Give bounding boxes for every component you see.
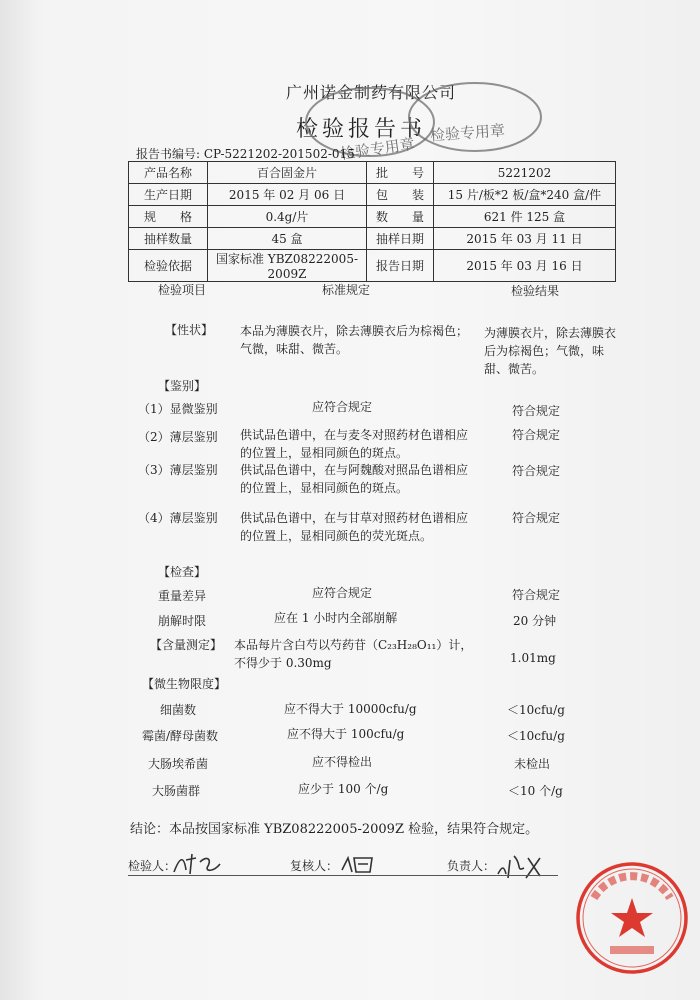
info-value: 45 盒: [208, 228, 367, 250]
identification-standard: 供试品色谱中，在与阿魏酸对照品色谱相应的位置上，显相同颜色的斑点。: [240, 463, 469, 495]
stamp-text-2: 检验专用章: [429, 121, 506, 145]
company-name: 广州诺金制药有限公司: [286, 83, 457, 102]
microbial-result: ＜10cfu/g: [507, 703, 565, 717]
info-label: 规 格: [129, 206, 208, 228]
identification-standard: 供试品色谱中，在与甘草对照药材色谱相应的位置上，显相同颜色的荧光斑点。: [240, 511, 469, 543]
microbial-result: ＜10cfu/g: [507, 729, 565, 743]
section-label-inspection: 【检查】: [158, 565, 207, 579]
identification-result: 符合规定: [512, 464, 561, 478]
column-header-item: 检验项目: [158, 283, 207, 297]
identification-item: （4）薄层鉴别: [138, 511, 218, 525]
info-value: 百合固金片: [208, 162, 367, 184]
section-label-appearance: 【性状】: [165, 323, 214, 337]
identification-result: 符合规定: [512, 428, 561, 442]
identification-item: （2）薄层鉴别: [138, 430, 218, 444]
info-value: 2015 年 02 月 06 日: [208, 184, 367, 206]
report-number-value: CP-5221202-201502-015: [203, 147, 355, 161]
product-info-table: [128, 161, 616, 282]
microbial-standard: 应不得检出: [312, 755, 373, 769]
info-label: 包 装: [367, 184, 434, 206]
reviewer-label: 复核人：: [290, 859, 339, 873]
microbial-result: 未检出: [514, 757, 551, 771]
report-title: 检验报告书: [296, 117, 427, 142]
stamp-text-1: 检验专用章: [339, 134, 416, 164]
info-value: 621 件 125 盒: [434, 206, 616, 228]
info-label: 批 号: [367, 162, 434, 184]
responsible-label: 负责人：: [447, 859, 496, 873]
report-number: [136, 145, 355, 162]
assay-result: 1.01mg: [510, 651, 556, 665]
microbial-standard: 应少于 100 个/g: [298, 782, 389, 796]
info-value: 国家标准 YBZ08222005-2009Z: [208, 250, 367, 282]
quality-seal-graphic: [572, 858, 692, 978]
microbial-item: 大肠菌群: [152, 784, 201, 798]
identification-standard: 供试品色谱中，在与麦冬对照药材色谱相应的位置上，显相同颜色的斑点。: [240, 428, 469, 460]
identification-item: （3）薄层鉴别: [138, 463, 218, 477]
section-label-assay: 【含量测定】: [150, 638, 223, 652]
signature-underline: [128, 875, 558, 876]
info-label: 数 量: [367, 206, 434, 228]
microbial-standard: 应不得大于 10000cfu/g: [284, 702, 417, 716]
microbial-item: 霉菌/酵母菌数: [142, 729, 219, 743]
section-label-microbial: 【微生物限度】: [142, 677, 227, 691]
info-row: [129, 250, 616, 282]
inspection-standard: 应在 1 小时内全部崩解: [274, 611, 398, 625]
info-label: 报告日期: [367, 250, 434, 282]
column-header-result: 检验结果: [511, 284, 560, 298]
inspection-item: 崩解时限: [158, 614, 207, 628]
inspection-result: 符合规定: [512, 588, 561, 602]
assay-standard: 本品每片含白芍以芍药苷（C₂₃H₂₈O₁₁）计，不得少于 0.30mg: [234, 638, 473, 670]
info-row: [129, 206, 616, 228]
column-header-standard: 标准规定: [322, 283, 371, 297]
info-row: [129, 228, 616, 250]
info-row: [129, 184, 616, 206]
identification-standard: 应符合规定: [312, 400, 373, 414]
appearance-result: 为薄膜衣片，除去薄膜衣后为棕褐色；气微，味甜、微苦。: [484, 326, 617, 376]
inspection-standard: 应符合规定: [312, 586, 373, 600]
responsible-signature: [492, 848, 552, 884]
identification-item: （1）显微鉴别: [138, 402, 218, 416]
conclusion-text: 结论：本品按国家标准 YBZ08222005-2009Z 检验，结果符合规定。: [130, 822, 539, 837]
info-value: 2015 年 03 月 11 日: [434, 228, 616, 250]
microbial-item: 细菌数: [160, 703, 197, 717]
inspection-result: 20 分钟: [513, 614, 557, 628]
info-value: 2015 年 03 月 16 日: [434, 250, 616, 282]
section-label-identification: 【鉴别】: [158, 379, 207, 393]
info-value: 5221202: [434, 162, 616, 184]
identification-result: 符合规定: [512, 511, 561, 525]
identification-result: 符合规定: [512, 404, 561, 418]
info-label: 产品名称: [129, 162, 208, 184]
microbial-result: ＜10 个/g: [508, 784, 563, 798]
report-number-label: 报告书编号:: [136, 147, 201, 161]
inspector-label: 检验人：: [128, 859, 177, 873]
info-label: 生产日期: [129, 184, 208, 206]
info-value: 15 片/板*2 板/盒*240 盒/件: [434, 184, 616, 206]
info-label: 检验依据: [129, 250, 208, 282]
appearance-standard: 本品为薄膜衣片，除去薄膜衣后为棕褐色；气微，味甜、微苦。: [240, 324, 469, 356]
info-row: [129, 162, 616, 184]
info-label: 抽样日期: [367, 228, 434, 250]
inspection-item: 重量差异: [158, 589, 207, 603]
microbial-item: 大肠埃希菌: [148, 757, 209, 771]
info-value: 0.4g/片: [208, 206, 367, 228]
microbial-standard: 应不得大于 100cfu/g: [287, 727, 405, 741]
info-label: 抽样数量: [129, 228, 208, 250]
